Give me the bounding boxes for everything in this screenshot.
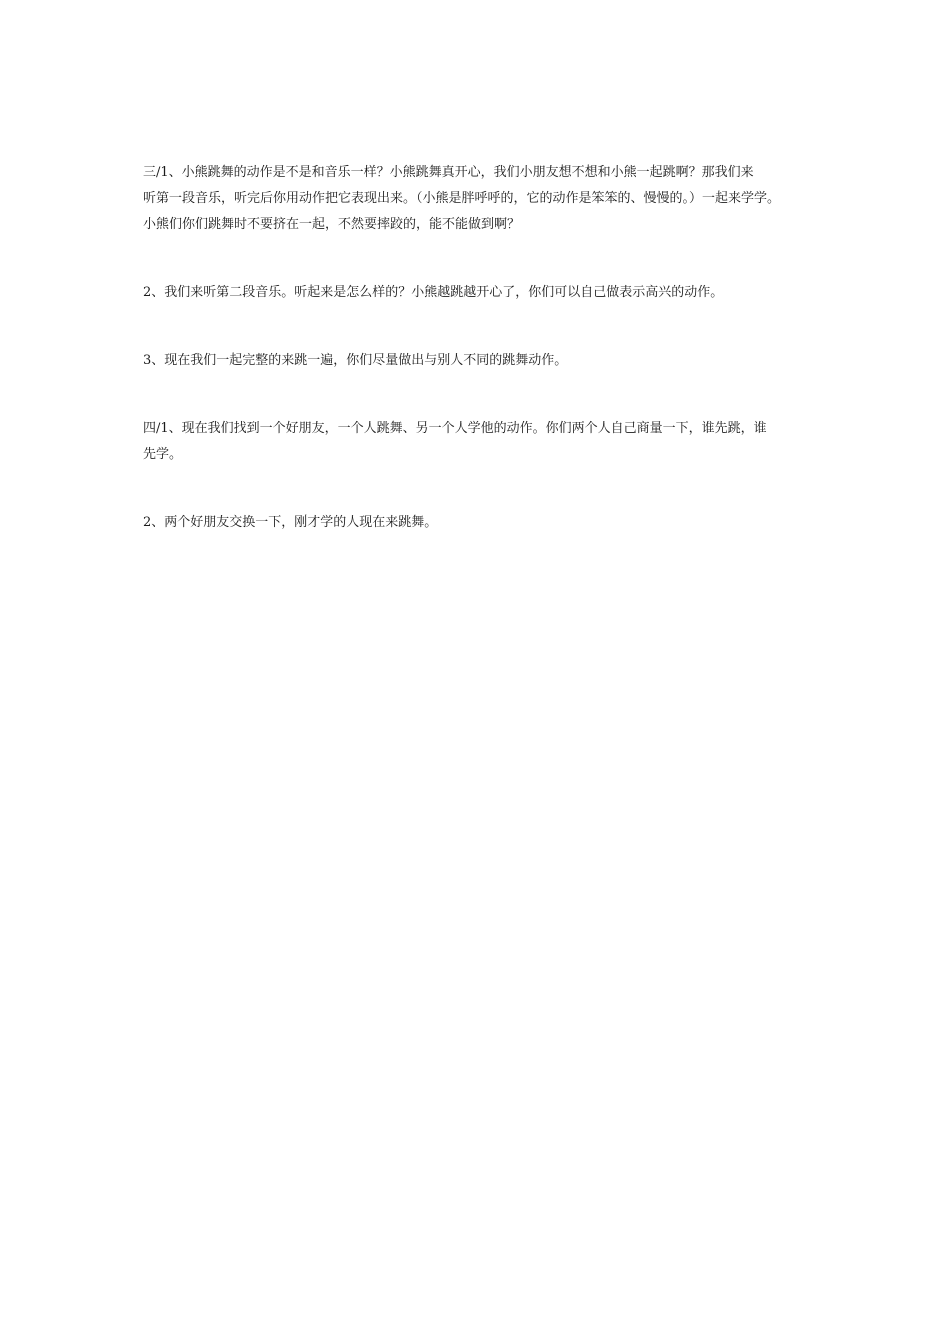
text-line: 2、我们来听第二段音乐。听起来是怎么样的？小熊越跳越开心了，你们可以自己做表示高兴的动作。 — [143, 285, 724, 300]
document-body — [143, 160, 813, 580]
paragraph-section-3-item-2 — [143, 280, 813, 306]
text-line: 小熊们你们跳舞时不要挤在一起，不然要摔跤的，能不能做到啊？ — [143, 217, 521, 232]
text-line: 2、两个好朋友交换一下，刚才学的人现在来跳舞。 — [143, 515, 438, 530]
paragraph-section-3-item-3 — [143, 348, 813, 374]
text-line: 听第一段音乐，听完后你用动作把它表现出来。（小熊是胖呼呼的，它的动作是笨笨的、慢慢的。）一起来学学。 — [143, 191, 781, 206]
text-line: 3、现在我们一起完整的来跳一遍，你们尽量做出与别人不同的跳舞动作。 — [143, 353, 568, 368]
paragraph-section-3-item-1 — [143, 160, 813, 238]
text-line: 先学。 — [143, 447, 183, 462]
paragraph-section-4-item-1 — [143, 416, 813, 468]
paragraph-section-4-item-2 — [143, 510, 813, 536]
text-line: 四/1、现在我们找到一个好朋友，一个人跳舞、另一个人学他的动作。你们两个人自己商量一下，谁先跳，谁 — [143, 421, 767, 436]
text-line: 三/1、小熊跳舞的动作是不是和音乐一样？小熊跳舞真开心，我们小朋友想不想和小熊一起跳啊？那我们来 — [143, 165, 754, 180]
